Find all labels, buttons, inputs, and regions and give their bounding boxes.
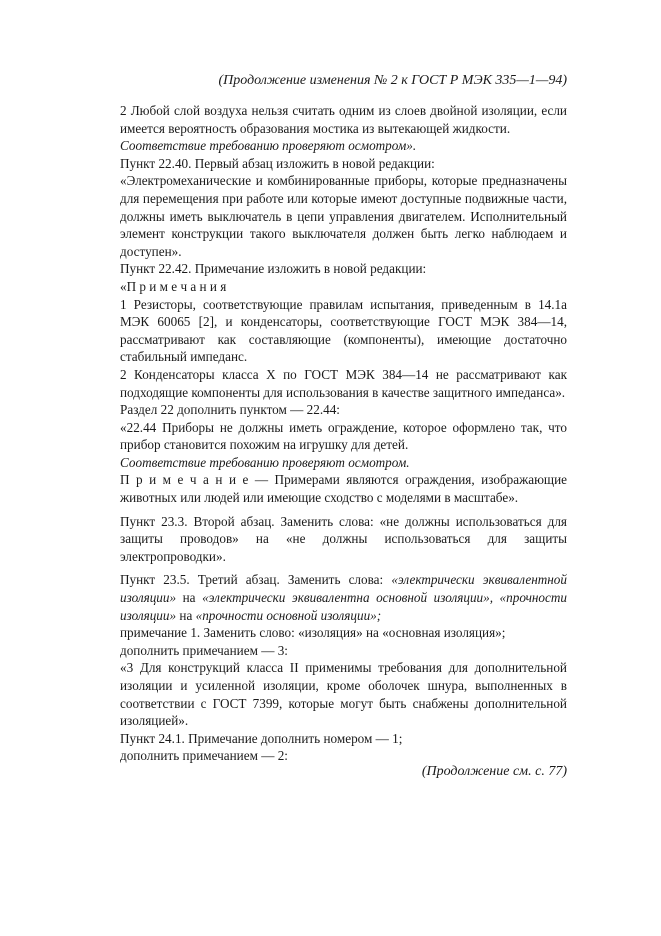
paragraph-note-2-capacitors: 2 Конденсаторы класса X по ГОСТ МЭК 384—14 не рассматривают как подходящие компоненты для использования в качестве защитного импеданса». bbox=[120, 366, 567, 400]
note-text: — Примерами являются ограждения, изображающие животных или людей или имеющие сходство с моделями в масштабе». bbox=[120, 472, 567, 506]
item-23-5-quote-1: «электрически эквивалентной изоляции» bbox=[120, 572, 567, 606]
paragraph-item-23-5 bbox=[120, 571, 567, 624]
item-23-5-quote-3: «прочности основной изоляции»; bbox=[195, 607, 382, 623]
note-label: П р и м е ч а н и е bbox=[120, 472, 249, 488]
paragraph-item-22-40: Пункт 22.40. Первый абзац изложить в новой редакции: bbox=[120, 155, 435, 171]
paragraph-22-40-text: «Электромеханические и комбинированные приборы, которые предназначены для перемещения при работе или которые имеют доступные подвижные части, должны иметь выключатель в цепи управления двигателем. Исполнительный элемент конструкции такого выключателя должен быть легко наблюдаем и доступен». bbox=[120, 173, 567, 259]
continuation-footer: (Продолжение см. с. 77) bbox=[421, 764, 567, 779]
paragraph-item-24-1: Пункт 24.1. Примечание дополнить номером — 1; bbox=[120, 730, 403, 746]
paragraph-inspection-2: Соответствие требованию проверяют осмотром. bbox=[120, 454, 410, 470]
item-23-5-on-1: на bbox=[176, 590, 203, 606]
continuation-header: (Продолжение изменения № 2 к ГОСТ Р МЭК 335—1—94) bbox=[218, 73, 567, 88]
paragraph-note-3-text: «3 Для конструкций класса II применимы требования для дополнительной изоляции и усиленной изоляции, кроме оболочек шнура, выполненных в соответствии с ГОСТ 7399, которые могут быть снабжены дополнительной изоляцией». bbox=[120, 660, 567, 729]
item-23-5-on-2: на bbox=[176, 607, 196, 623]
paragraph-inspection-1: Соответствие требованию проверяют осмотром». bbox=[120, 138, 417, 154]
paragraph-add-note-3: дополнить примечанием — 3: bbox=[120, 642, 288, 658]
paragraph-note-1-replace: примечание 1. Заменить слово: «изоляция» на «основная изоляция»; bbox=[120, 625, 506, 641]
paragraph-add-note-2: дополнить примечанием — 2: bbox=[120, 748, 288, 764]
paragraph-notes-heading: «П р и м е ч а н и я bbox=[120, 278, 227, 294]
paragraph-22-44-note bbox=[120, 471, 567, 506]
paragraph-22-44-text: «22.44 Приборы не должны иметь ограждение, которое оформлено так, что прибор становится похожим на игрушку для детей. bbox=[120, 419, 567, 453]
paragraph-item-22-42: Пункт 22.42. Примечание изложить в новой редакции: bbox=[120, 261, 427, 277]
item-23-5-quote-2: «электрически эквивалентна основной изоляции», «прочности изоляции» bbox=[120, 590, 567, 623]
document-body bbox=[120, 102, 567, 765]
paragraph-section-22-add: Раздел 22 дополнить пунктом — 22.44: bbox=[120, 402, 340, 418]
paragraph-note-1-resistors: 1 Резисторы, соответствующие правилам испытания, приведенным в 14.1a МЭК 60065 [2], и конденсаторы, соответствующие ГОСТ МЭК 384—14, рассматривают как составляющие (компоненты), имеющие достаточно стабильный импеданс. bbox=[120, 296, 567, 365]
item-23-5-lead: Пункт 23.5. Третий абзац. Заменить слова: bbox=[120, 572, 392, 588]
paragraph-insulation-note: 2 Любой слой воздуха нельзя считать одним из слоев двойной изоляции, если имеется вероятность образования мостика из вытекающей жидкости. bbox=[120, 103, 567, 136]
paragraph-item-23-3: Пункт 23.3. Второй абзац. Заменить слова: «не должны использоваться для защиты проводов» на «не должны использоваться для защиты электропроводки». bbox=[120, 513, 567, 564]
